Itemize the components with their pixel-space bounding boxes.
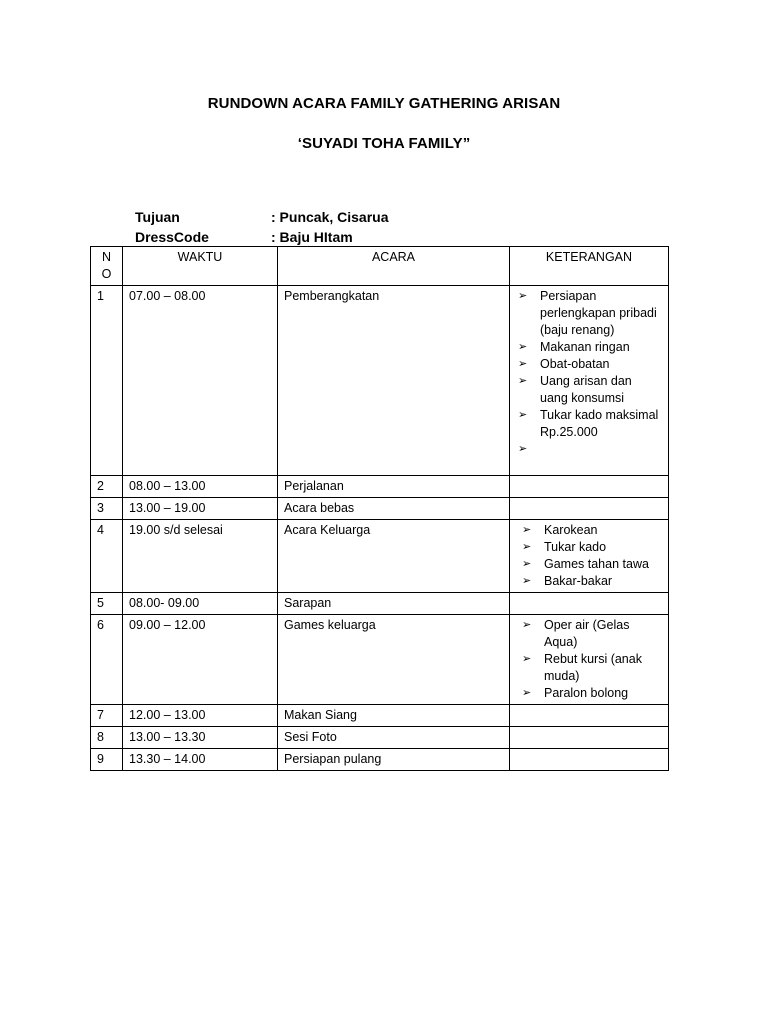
arrowhead-bullet-icon: ➢ (522, 524, 532, 536)
arrowhead-bullet-icon: ➢ (518, 341, 528, 353)
keterangan-list (516, 522, 662, 590)
arrowhead-bullet-icon: ➢ (518, 443, 528, 455)
info-tujuan (135, 209, 389, 225)
arrowhead-bullet-icon: ➢ (518, 358, 528, 370)
header-acara: ACARA (278, 247, 510, 286)
cell-waktu: 19.00 s/d selesai (123, 520, 278, 593)
document-subtitle: ‘SUYADI TOHA FAMILY” (297, 135, 471, 152)
arrowhead-bullet-icon: ➢ (522, 653, 532, 665)
keterangan-text: Obat-obatan (540, 357, 610, 371)
keterangan-list (516, 288, 662, 458)
cell-waktu: 08.00 – 13.00 (123, 476, 278, 498)
cell-acara: Sesi Foto (278, 727, 510, 749)
table-row (91, 476, 669, 498)
cell-waktu: 13.00 – 19.00 (123, 498, 278, 520)
cell-acara: Sarapan (278, 593, 510, 615)
arrowhead-bullet-icon: ➢ (518, 409, 528, 421)
keterangan-text: Rebut kursi (anak muda) (544, 652, 642, 683)
cell-keterangan (510, 727, 669, 749)
cell-waktu: 08.00- 09.00 (123, 593, 278, 615)
list-item (516, 651, 662, 685)
keterangan-text: Oper air (Gelas Aqua) (544, 618, 630, 649)
cell-no: 4 (91, 520, 123, 593)
list-item (516, 539, 662, 556)
cell-no: 6 (91, 615, 123, 705)
list-item (516, 522, 662, 539)
list-item (516, 339, 662, 356)
cell-waktu: 12.00 – 13.00 (123, 705, 278, 727)
list-item (516, 617, 662, 651)
arrowhead-bullet-icon: ➢ (522, 558, 532, 570)
cell-waktu: 07.00 – 08.00 (123, 286, 278, 476)
cell-no: 3 (91, 498, 123, 520)
list-item (516, 407, 662, 441)
cell-keterangan (510, 498, 669, 520)
table-row (91, 286, 669, 476)
keterangan-text: Persiapan perlengkapan pribadi (baju renang) (540, 289, 657, 337)
list-item (516, 441, 662, 458)
table-row (91, 705, 669, 727)
header-waktu: WAKTU (123, 247, 278, 286)
list-item (516, 556, 662, 573)
cell-acara: Pemberangkatan (278, 286, 510, 476)
arrowhead-bullet-icon: ➢ (518, 290, 528, 302)
cell-keterangan (510, 286, 669, 476)
cell-acara: Persiapan pulang (278, 749, 510, 771)
list-item (516, 373, 662, 407)
keterangan-text: Games tahan tawa (544, 557, 649, 571)
list-item (516, 356, 662, 373)
keterangan-list (516, 617, 662, 702)
list-item (516, 288, 662, 339)
table-row (91, 749, 669, 771)
table-row (91, 498, 669, 520)
table-row (91, 520, 669, 593)
keterangan-text: Bakar-bakar (544, 574, 613, 588)
keterangan-text: Karokean (544, 523, 598, 537)
arrowhead-bullet-icon: ➢ (522, 619, 532, 631)
dresscode-value: : Baju HItam (271, 229, 353, 245)
arrowhead-bullet-icon: ➢ (522, 575, 532, 587)
table-row (91, 727, 669, 749)
cell-acara: Perjalanan (278, 476, 510, 498)
document-title: RUNDOWN ACARA FAMILY GATHERING ARISAN (207, 95, 561, 112)
cell-acara: Games keluarga (278, 615, 510, 705)
cell-no: 8 (91, 727, 123, 749)
keterangan-text: Tukar kado maksimal Rp.25.000 (540, 408, 659, 439)
arrowhead-bullet-icon: ➢ (518, 375, 528, 387)
cell-acara: Makan Siang (278, 705, 510, 727)
cell-no: 1 (91, 286, 123, 476)
cell-waktu: 13.30 – 14.00 (123, 749, 278, 771)
cell-acara: Acara bebas (278, 498, 510, 520)
table-row (91, 593, 669, 615)
rundown-table (90, 246, 669, 771)
tujuan-label: Tujuan (135, 209, 180, 225)
keterangan-text: Makanan ringan (540, 340, 630, 354)
cell-keterangan (510, 593, 669, 615)
info-dresscode (135, 229, 353, 245)
list-item (516, 685, 662, 702)
cell-keterangan (510, 520, 669, 593)
arrowhead-bullet-icon: ➢ (522, 687, 532, 699)
cell-no: 7 (91, 705, 123, 727)
dresscode-label: DressCode (135, 229, 209, 245)
tujuan-value: : Puncak, Cisarua (271, 209, 389, 225)
keterangan-text: Uang arisan dan uang konsumsi (540, 374, 632, 405)
cell-keterangan (510, 476, 669, 498)
header-no: N O (91, 247, 123, 286)
cell-keterangan (510, 705, 669, 727)
cell-no: 5 (91, 593, 123, 615)
table-header-row (91, 247, 669, 286)
keterangan-text: Paralon bolong (544, 686, 629, 700)
cell-no: 9 (91, 749, 123, 771)
cell-acara: Acara Keluarga (278, 520, 510, 593)
list-item (516, 573, 662, 590)
arrowhead-bullet-icon: ➢ (522, 541, 532, 553)
cell-keterangan (510, 749, 669, 771)
table-row (91, 615, 669, 705)
cell-waktu: 13.00 – 13.30 (123, 727, 278, 749)
header-keterangan: KETERANGAN (510, 247, 669, 286)
cell-keterangan (510, 615, 669, 705)
keterangan-text: Tukar kado (544, 540, 607, 554)
cell-no: 2 (91, 476, 123, 498)
cell-waktu: 09.00 – 12.00 (123, 615, 278, 705)
